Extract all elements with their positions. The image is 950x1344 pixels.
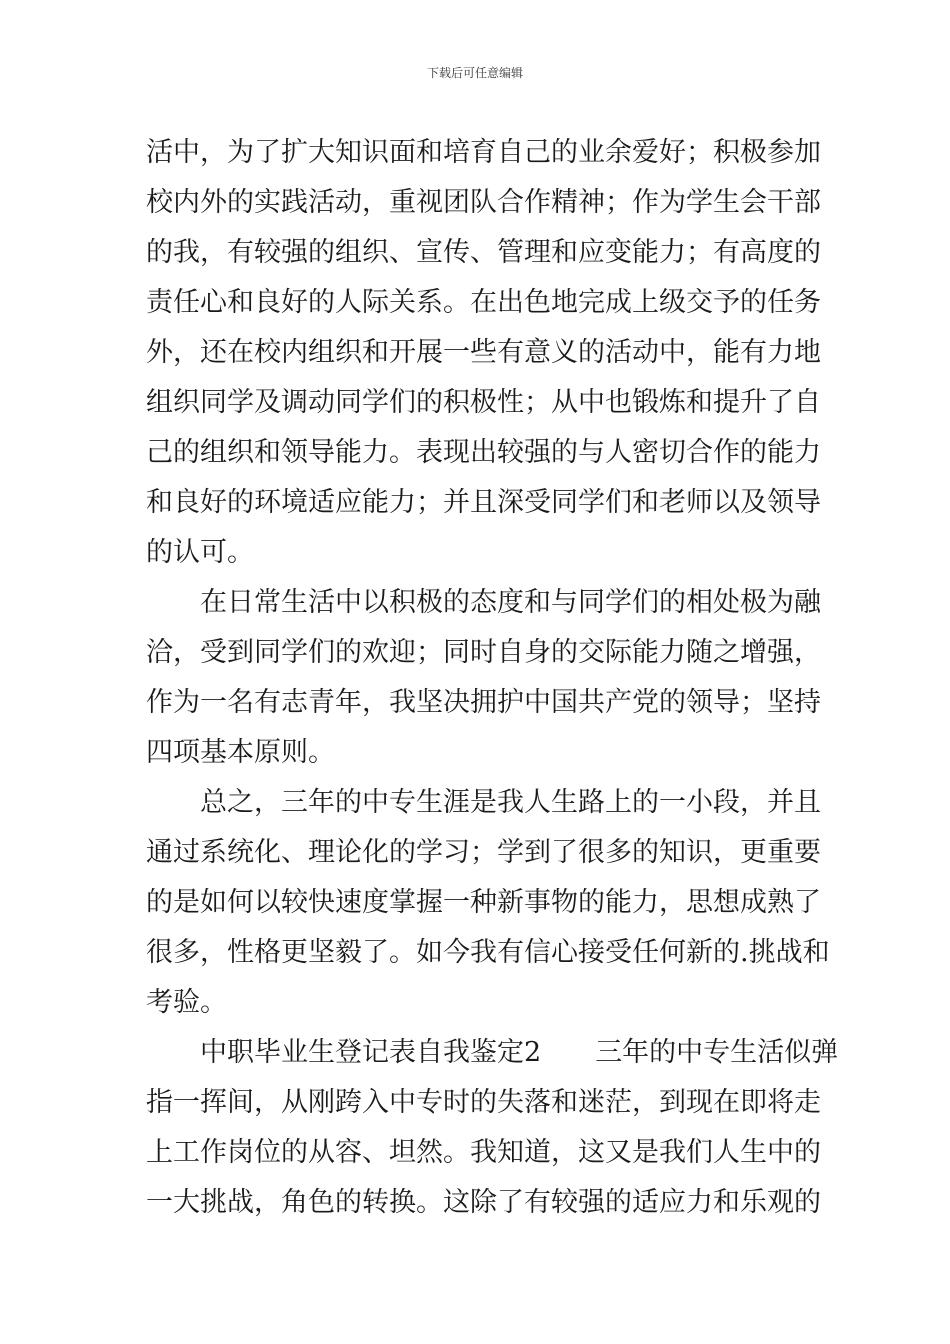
text-line: 在日常生活中以积极的态度和与同学们的相处极为融 [200,587,821,618]
document-body [146,128,839,1228]
page-header: 下载后可任意编辑 [426,66,523,80]
heading-continuation: 三年的中专生活似弹 [595,1037,839,1068]
text-line: 指一挥间，从刚跨入中专时的失落和迷茫，到现在即将走 [146,1087,821,1118]
text-line: 己的组织和领导能力。表现出较强的与人密切合作的能力 [146,437,821,468]
text-line: 校内外的实践活动，重视团队合作精神；作为学生会干部 [146,187,821,218]
text-line: 的我，有较强的组织、宣传、管理和应变能力；有高度的 [146,237,821,268]
paragraph-3 [146,778,830,1028]
paragraph-1 [146,128,821,578]
paragraph-2 [146,578,821,778]
text-line: 四项基本原则。 [146,737,335,768]
text-line: 责任心和良好的人际关系。在出色地完成上级交予的任务 [146,287,821,318]
text-line: 活中，为了扩大知识面和培育自己的业余爱好；积极参加 [146,137,821,168]
text-line: 的认可。 [146,537,254,568]
text-line: 组织同学及调动同学们的积极性；从中也锻炼和提升了自 [146,387,821,418]
paragraph-4 [146,1028,839,1228]
text-line: 考验。 [146,987,227,1018]
text-line: 作为一名有志青年，我坚决拥护中国共产党的领导；坚持 [146,687,821,718]
text-line: 总之，三年的中专生涯是我人生路上的一小段，并且 [200,787,821,818]
text-line: 上工作岗位的从容、坦然。我知道，这又是我们人生中的 [146,1137,821,1168]
text-line: 洽，受到同学们的欢迎；同时自身的交际能力随之增强， [146,637,821,668]
text-line: 一大挑战，角色的转换。这除了有较强的适应力和乐观的 [146,1187,821,1218]
text-line: 的是如何以较快速度掌握一种新事物的能力，思想成熟了 [146,887,821,918]
text-line: 通过系统化、理论化的学习；学到了很多的知识，更重要 [146,837,821,868]
heading-line [146,1028,839,1078]
section-heading: 中职毕业生登记表自我鉴定2 [200,1037,542,1068]
text-line: 很多，性格更坚毅了。如今我有信心接受任何新的.挑战和 [146,937,830,968]
text-line: 和良好的环境适应能力；并且深受同学们和老师以及领导 [146,487,821,518]
text-line: 外，还在校内组织和开展一些有意义的活动中，能有力地 [146,337,821,368]
